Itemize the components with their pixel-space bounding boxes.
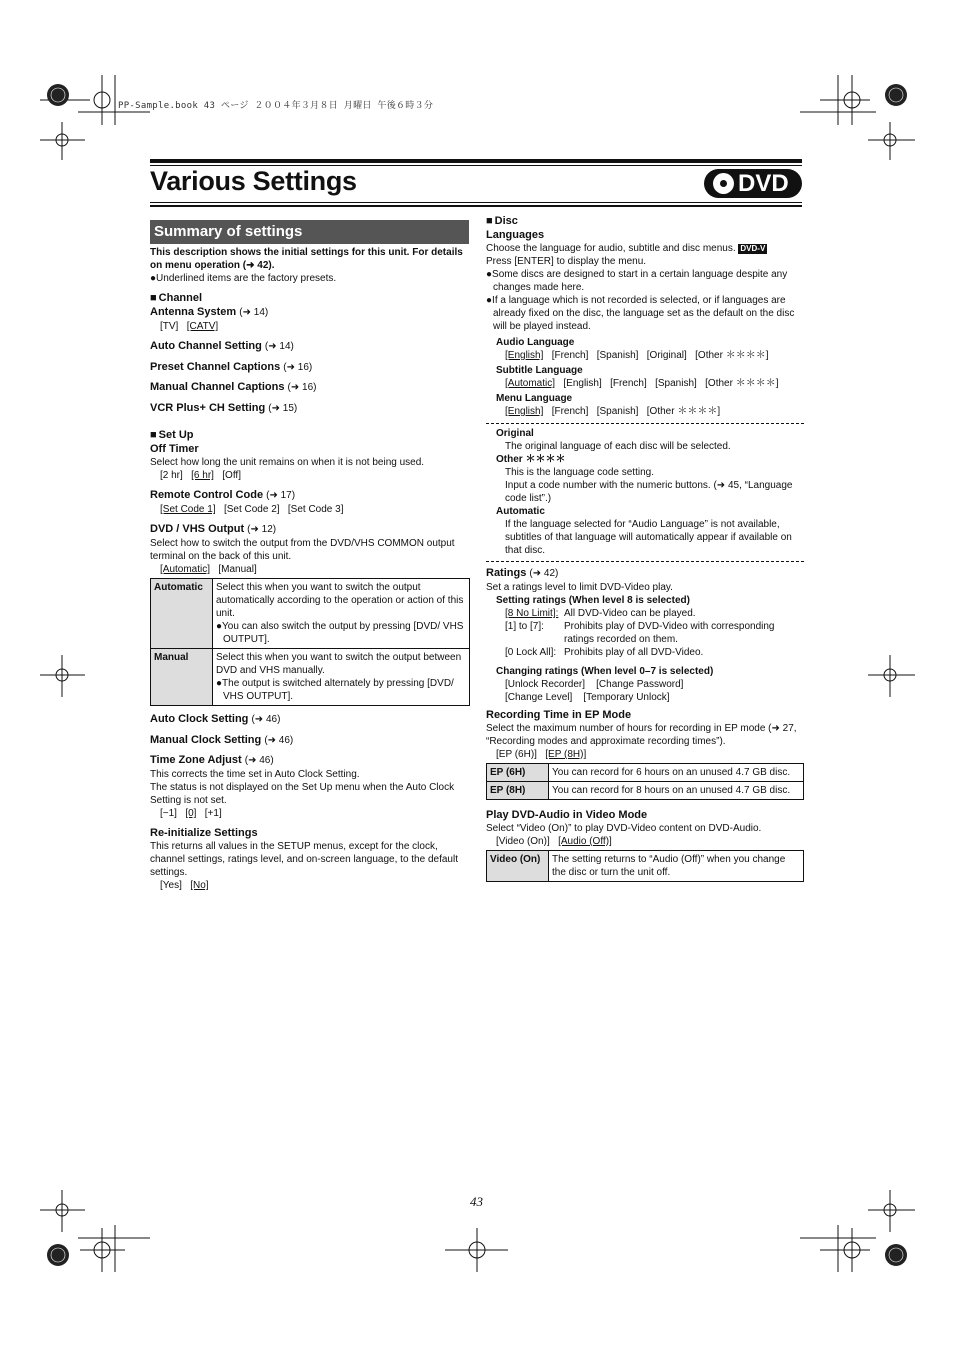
other-desc2: Input a code number with the numeric buttons. (➜ 45, “Language code list”.) — [505, 480, 793, 504]
dvd-vhs-desc: Select how to switch the output from the DVD/VHS COMMON output terminal on the back of this unit. — [150, 538, 455, 562]
ep-mode-desc: Select the maximum number of hours for recording in EP mode (➜ 27, “Recording modes and approximate recording times”). — [486, 723, 797, 747]
original-desc: The original language of each disc will be selected. — [505, 441, 731, 452]
title-bottom-rule — [150, 202, 802, 203]
other-label: Other ＊＊＊＊ — [496, 454, 566, 465]
disc-icon — [713, 173, 734, 194]
languages-note2: ●If a language which is not recorded is selected, or if languages are already fixed on the disc, the language set as the default on the disc will be played instead. — [486, 295, 795, 332]
language-notes-bottom-rule — [486, 561, 804, 562]
antenna-options: [TV] [CATV] — [160, 321, 219, 332]
table-key: Automatic — [151, 579, 213, 649]
table-value: Select this when you want to switch the output automatically according to the operation or action of this unit. ●You can also switch the output by pressing [DVD/ VHS OUTPUT]. — [213, 579, 470, 649]
ratings-label: Ratings (➜ 42) — [486, 567, 559, 579]
audio-language-label: Audio Language — [496, 337, 575, 348]
ratings-desc: Set a ratings level to limit DVD-Video play. — [486, 582, 673, 593]
audio-language-options: [English] [French] [Spanish] [Original] [Other ＊＊＊＊] — [505, 350, 769, 361]
languages-note1: ●Some discs are designed to start in a certain language despite any changes made here. — [486, 269, 788, 293]
disc-section: ■ Disc — [486, 214, 804, 228]
page-number: 43 — [470, 1194, 483, 1209]
table-row — [487, 851, 804, 882]
remote-options: [Set Code 1] [Set Code 2] [Set Code 3] — [160, 504, 344, 515]
reinit-desc: This returns all values in the SETUP menus, except for the clock, channel settings, ratings level, and on-screen language, to the default settings. — [150, 841, 458, 878]
menu-language-label: Menu Language — [496, 393, 573, 404]
table-row — [151, 579, 470, 649]
table-value: Select this when you want to switch the output between DVD and VHS manually. ●The output is switched alternately by pressing [DVD/ VHS OUTPUT]. — [213, 649, 470, 706]
automatic-label: Automatic — [496, 506, 545, 517]
antenna-system: Antenna System (➜ 14) — [150, 306, 269, 318]
reinit-label: Re-initialize Settings — [150, 827, 258, 839]
other-desc1: This is the language code setting. — [505, 467, 654, 478]
table-key: Manual — [151, 649, 213, 706]
ratings-list — [486, 607, 804, 659]
list-item: [0 Lock All]: Prohibits play of all DVD-Video. — [505, 647, 704, 658]
title-top-rule — [150, 159, 802, 163]
left-column — [150, 246, 470, 892]
right-column — [486, 214, 804, 882]
dvd-audio-desc: Select “Video (On)” to play DVD-Video content on DVD-Audio. — [486, 823, 762, 834]
summary-intro: This description shows the initial settings for this unit. For details on menu operation (➜ 42). — [150, 247, 463, 271]
dvd-vhs-output: DVD / VHS Output (➜ 12) — [150, 523, 277, 535]
list-item: [1] to [7]: Prohibits play of DVD-Video with corresponding ratings recorded on them. — [505, 621, 775, 645]
preset-channel-captions: Preset Channel Captions (➜ 16) — [150, 361, 313, 373]
dvd-vhs-table — [150, 578, 470, 706]
ep-mode-options: [EP (6H)] [EP (8H)] — [496, 749, 587, 760]
languages-desc: Choose the language for audio, subtitle and disc menus. DVD-V — [486, 243, 766, 254]
summary-note: ●Underlined items are the factory presets. — [150, 273, 337, 284]
off-timer-options: [2 hr] [6 hr] [Off] — [160, 470, 241, 481]
vcr-plus-setting: VCR Plus+ CH Setting (➜ 15) — [150, 402, 298, 414]
summary-heading: Summary of settings — [150, 220, 469, 244]
auto-clock-setting: Auto Clock Setting (➜ 46) — [150, 713, 281, 725]
dvd-audio-label: Play DVD-Audio in Video Mode — [486, 809, 648, 821]
original-label: Original — [496, 428, 534, 439]
table-row — [487, 782, 804, 800]
remote-control-code: Remote Control Code (➜ 17) — [150, 489, 296, 501]
title-bottom-rule-thick — [150, 205, 802, 207]
dvd-audio-options: [Video (On)] [Audio (Off)] — [496, 836, 612, 847]
table-row — [487, 764, 804, 782]
manual-channel-captions: Manual Channel Captions (➜ 16) — [150, 381, 317, 393]
dvd-logo-text: DVD — [738, 169, 789, 197]
auto-channel-setting: Auto Channel Setting (➜ 14) — [150, 340, 294, 352]
table-value: You can record for 8 hours on an unused 4.7 GB disc. — [549, 782, 804, 800]
languages-label: Languages — [486, 229, 545, 241]
off-timer-desc: Select how long the unit remains on when it is not being used. — [150, 457, 425, 468]
dvd-audio-table — [486, 850, 804, 882]
subtitle-language-label: Subtitle Language — [496, 365, 583, 376]
menu-language-options: [English] [French] [Spanish] [Other ＊＊＊＊] — [505, 406, 721, 417]
dvd-logo — [704, 169, 802, 198]
subtitle-language-options: [Automatic] [English] [French] [Spanish] [Other ＊＊＊＊] — [505, 378, 779, 389]
table-row — [151, 649, 470, 706]
time-zone-desc2: The status is not displayed on the Set Up menu when the Auto Clock Setting is not set. — [150, 782, 455, 806]
list-item: [8 No Limit]: All DVD-Video can be played. — [505, 608, 696, 619]
table-value: You can record for 6 hours on an unused 4.7 GB disc. — [549, 764, 804, 782]
table-value: The setting returns to “Audio (Off)” when you change the disc or turn the unit off. — [549, 851, 804, 882]
languages-press: Press [ENTER] to display the menu. — [486, 256, 647, 267]
off-timer-label: Off Timer — [150, 443, 199, 455]
changing-ratings-label: Changing ratings (When level 0–7 is selected) — [496, 666, 714, 677]
manual-clock-setting: Manual Clock Setting (➜ 46) — [150, 734, 294, 746]
table-key: EP (8H) — [487, 782, 549, 800]
page-title: Various Settings — [150, 166, 357, 196]
changing-ratings-options2: [Change Level] [Temporary Unlock] — [505, 692, 670, 703]
time-zone-adjust: Time Zone Adjust (➜ 46) — [150, 754, 274, 766]
setup-section: ■ Set Up — [150, 428, 470, 442]
automatic-desc: If the language selected for “Audio Language” is not available, subtitles of that language will automatically appear if available on that disc. — [505, 519, 792, 556]
dvd-v-badge: DVD-V — [740, 244, 766, 253]
ep-mode-table — [486, 763, 804, 800]
setting-ratings-label: Setting ratings (When level 8 is selected) — [496, 595, 690, 606]
time-zone-options: [−1] [0] [+1] — [160, 808, 222, 819]
language-notes-box — [486, 423, 804, 562]
table-key: EP (6H) — [487, 764, 549, 782]
dvd-vhs-options: [Automatic] [Manual] — [160, 564, 257, 575]
print-header-line: PP-Sample.book 43 ページ ２００４年３月８日 月曜日 午後６時３分 — [118, 101, 434, 111]
table-key: Video (On) — [487, 851, 549, 882]
ep-mode-label: Recording Time in EP Mode — [486, 709, 632, 721]
channel-section: ■ Channel — [150, 291, 470, 305]
reinit-options: [Yes] [No] — [160, 880, 209, 891]
changing-ratings-options1: [Unlock Recorder] [Change Password] — [505, 679, 684, 690]
time-zone-desc1: This corrects the time set in Auto Clock Setting. — [150, 769, 360, 780]
